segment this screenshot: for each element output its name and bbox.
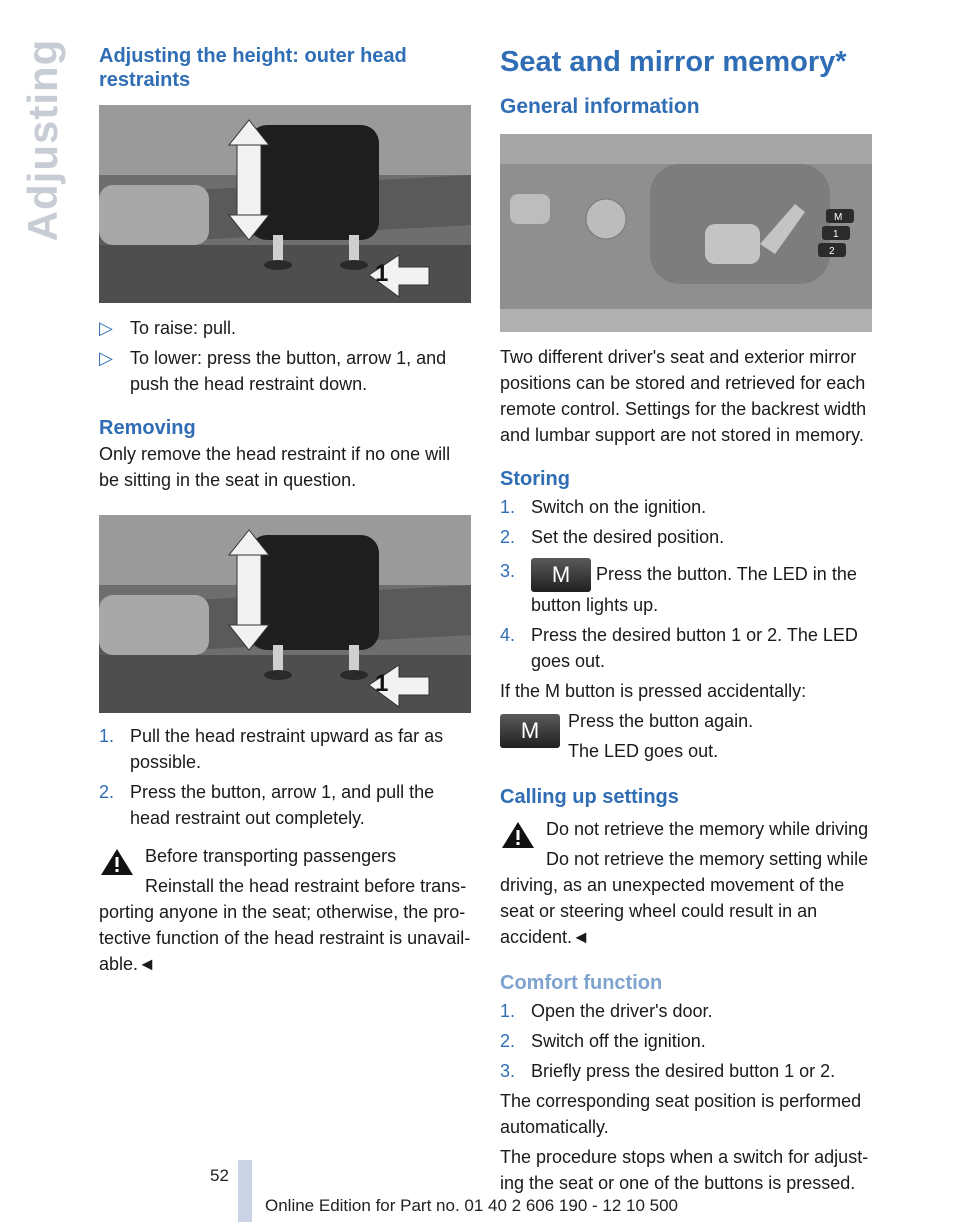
step-item: 2. Set the desired position.: [500, 527, 725, 547]
step-item: 3. M Press the button. The LED in the button lights up.: [500, 558, 874, 618]
comfort-text-1: The corresponding seat position is performed automatically.: [500, 1091, 862, 1137]
panel-button-1: 1: [833, 229, 839, 240]
warning-title: Do not retrieve the memory while driving: [546, 819, 869, 839]
side-tab: [18, 40, 68, 240]
warning-body: Reinstall the head restraint before transporting anyone in the seat; otherwise, the protective function of the head restraint is unavailable.◄: [99, 876, 471, 974]
accidental-line-1: Press the button again.: [568, 711, 754, 731]
warning-box-passengers: [99, 843, 471, 977]
photo-2-callout: 1: [375, 670, 389, 697]
photo-1-callout: 1: [375, 260, 389, 287]
footer-divider: [238, 1160, 252, 1222]
m-button-icon: M: [500, 714, 560, 748]
left-column: [99, 44, 471, 977]
panel-button-m: M: [834, 212, 843, 223]
step-item: 2. Press the button, arrow 1, and pull the head restraint out completely.: [99, 782, 435, 828]
head-restraint-photo-2: [99, 515, 471, 713]
step-item: 1. Open the driver's door.: [500, 1001, 713, 1021]
removing-text: Only remove the head restraint if no one will be sitting in the seat in question.: [99, 444, 451, 490]
footer-edition: Online Edition for Part no. 01 40 2 606 190 - 12 10 500: [265, 1196, 679, 1215]
comfort-text-2: The procedure stops when a switch for adjusting the seat or one of the buttons is pressed.: [500, 1147, 869, 1193]
warning-icon: [500, 820, 536, 850]
step-item: 1. Pull the head restraint upward as far as possible.: [99, 726, 444, 772]
comfort-steps: [500, 998, 874, 1084]
warning-icon: [99, 847, 135, 877]
panel-button-2: 2: [829, 246, 835, 257]
storing-steps: [500, 494, 874, 674]
seat-control-panel-photo: [500, 134, 872, 332]
bullet-item-lower: ▷ To lower: press the button, arrow 1, and push the head restraint down.: [99, 345, 471, 397]
page-number: 52: [210, 1166, 229, 1185]
section-heading-comfort: Comfort function: [500, 972, 663, 994]
warning-title: Before transporting passengers: [145, 846, 397, 866]
triangle-bullet-icon: ▷: [99, 348, 113, 368]
accidental-box: [500, 708, 874, 764]
step-item: 4. Press the desired button 1 or 2. The LED goes out.: [500, 625, 858, 671]
triangle-bullet-icon: ▷: [99, 318, 113, 338]
right-column: [500, 44, 874, 1196]
section-heading-general: General information: [500, 95, 700, 118]
section-heading-calling: Calling up settings: [500, 786, 679, 808]
height-bullet-list: [99, 315, 471, 397]
section-heading-removing: Removing: [99, 417, 196, 439]
general-text: Two different driver's seat and exterior mirror positions can be stored and retrieved for each remote control. Settings for the backrest width and lumbar support are not stored in memory.: [500, 347, 867, 445]
warning-body: Do not retrieve the memory setting while driving, as an unexpected movement of the seat or steering wheel could result in an accident.◄: [500, 849, 869, 947]
section-heading-height: Adjusting the height: outer head restraints: [99, 45, 407, 91]
page-title: Seat and mirror memory*: [500, 46, 847, 78]
accidental-intro: If the M button is pressed accidentally:: [500, 681, 807, 701]
step-item: 1. Switch on the ignition.: [500, 497, 707, 517]
bullet-item-raise: ▷ To raise: pull.: [99, 315, 471, 341]
step-item: 2. Switch off the ignition.: [500, 1031, 706, 1051]
warning-box-driving: [500, 816, 874, 950]
section-heading-storing: Storing: [500, 468, 570, 490]
side-tab-label: Adjusting: [19, 38, 66, 242]
m-button-icon: M: [531, 558, 591, 592]
accidental-line-2: The LED goes out.: [568, 741, 719, 761]
step-item: 3. Briefly press the desired button 1 or 2.: [500, 1061, 836, 1081]
head-restraint-photo-1: [99, 105, 471, 303]
removing-steps: [99, 723, 471, 831]
